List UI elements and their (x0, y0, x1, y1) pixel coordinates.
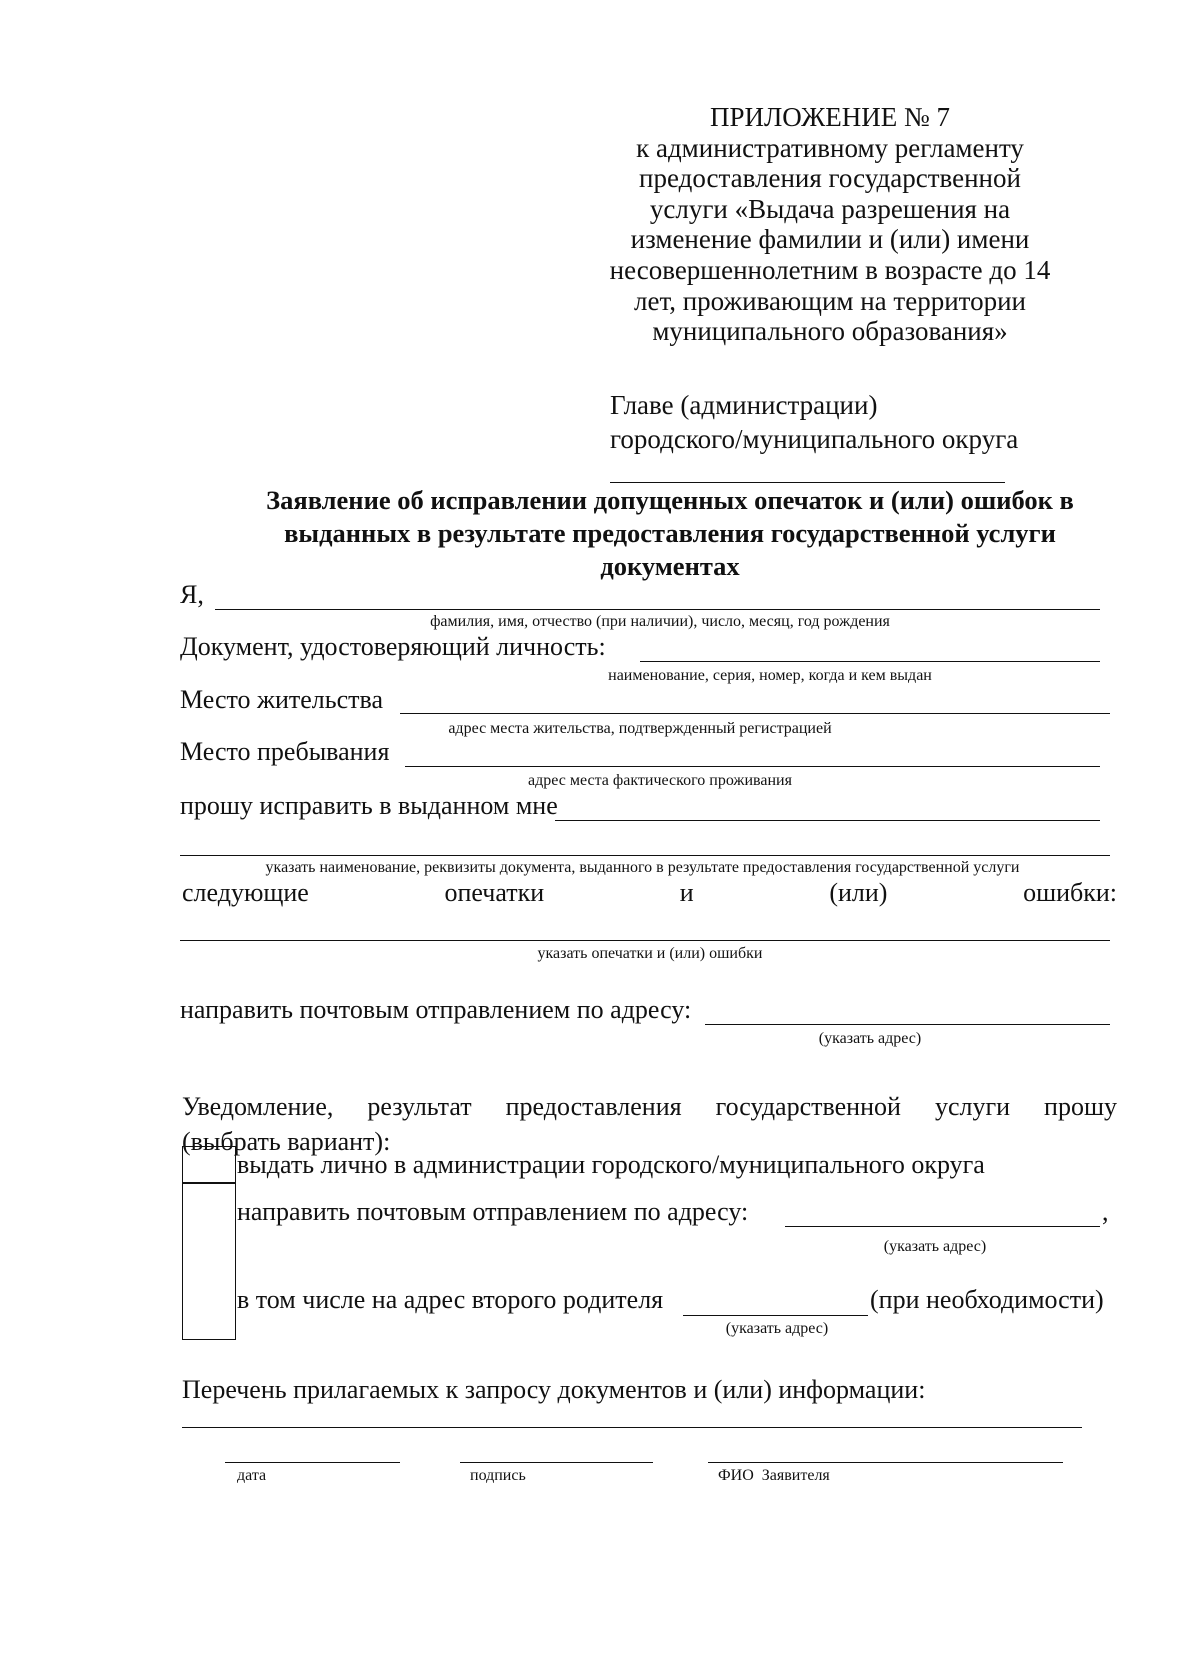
correct-in-label: прошу исправить в выданном мне (180, 791, 558, 820)
appendix-line: предоставления государственной (639, 163, 1021, 194)
title-line-2: выданных в результате предоставления государственной услуги (284, 518, 1056, 548)
title-line-1: Заявление об исправлении допущенных опечаток и (или) ошибок в (266, 485, 1074, 515)
errors-word: и (679, 878, 694, 907)
applicant-label: Я, (180, 580, 204, 609)
notification-word: Уведомление, (182, 1092, 334, 1121)
signature-blank-line[interactable] (460, 1462, 653, 1463)
notification-intro-line-2: (выбрать вариант): (182, 1127, 391, 1156)
errors-word: следующие (182, 878, 309, 907)
applicant-blank-line[interactable] (215, 609, 1100, 610)
option-mail-checkbox[interactable] (182, 1182, 236, 1340)
addressee-blank-line[interactable] (610, 482, 1005, 483)
mail-to-hint: (указать адрес) (818, 1030, 922, 1047)
option-second-parent-blank-line[interactable] (683, 1315, 868, 1316)
residence-label: Место жительства (180, 685, 384, 714)
mail-to-label: направить почтовым отправлением по адресу: (180, 995, 692, 1024)
appendix-line: лет, проживающим на территории (634, 285, 1026, 316)
option-second-parent-suffix: (при необходимости) (870, 1285, 1104, 1314)
appendix-line: к административному регламенту (636, 132, 1024, 163)
errors-row (182, 878, 1117, 908)
id-document-label: Документ, удостоверяющий личность: (180, 632, 606, 661)
appendix-line: услуги «Выдача разрешения на (649, 193, 1011, 224)
residence-blank-line[interactable] (400, 713, 1110, 714)
option-mail-label: направить почтовым отправлением по адресу: (237, 1197, 749, 1226)
option-mail-hint: (указать адрес) (883, 1238, 987, 1255)
errors-word: ошибки: (1023, 878, 1117, 907)
stay-hint: адрес места фактического проживания (528, 772, 792, 789)
notification-word: предоставления (505, 1092, 682, 1121)
id-document-hint: наименование, серия, номер, когда и кем выдан (608, 667, 932, 684)
appendix-line: несовершеннолетним в возрасте до 14 (609, 254, 1051, 285)
stay-label: Место пребывания (180, 737, 390, 766)
attachments-label: Перечень прилагаемых к запросу документов и (или) информации: (182, 1375, 926, 1404)
correct-in-blank-line-2[interactable] (180, 855, 1110, 856)
appendix-heading: ПРИЛОЖЕНИЕ № 7 (709, 102, 951, 132)
title-line-3: документах (600, 551, 740, 581)
option-mail-blank-line[interactable] (785, 1226, 1100, 1227)
appendix-line: изменение фамилии и (или) имени (630, 224, 1030, 255)
full-name-caption: ФИО Заявителя (718, 1467, 830, 1484)
notification-word: услуги (934, 1092, 1011, 1121)
full-name-blank-line[interactable] (708, 1462, 1063, 1463)
date-caption: дата (237, 1467, 267, 1484)
errors-word: опечатки (444, 878, 545, 907)
correct-in-hint: указать наименование, реквизиты документа, выданного в результате предоставления государственной услуги (265, 859, 1020, 876)
notification-intro (182, 1092, 1117, 1122)
errors-blank-line[interactable] (180, 940, 1110, 941)
option-mail-comma: , (1102, 1197, 1109, 1226)
signature-caption: подпись (470, 1467, 526, 1484)
mail-to-blank-line[interactable] (705, 1024, 1110, 1025)
notification-word: прошу (1044, 1092, 1117, 1121)
addressee-line-1: Главе (администрации) (610, 390, 878, 420)
errors-word: (или) (829, 878, 888, 907)
correct-in-blank-line[interactable] (555, 820, 1100, 821)
date-blank-line[interactable] (225, 1462, 400, 1463)
residence-hint: адрес места жительства, подтвержденный регистрацией (448, 720, 832, 737)
errors-hint: указать опечатки и (или) ошибки (537, 945, 763, 962)
option-personal-checkbox[interactable] (182, 1146, 236, 1184)
option-second-parent-label: в том числе на адрес второго родителя (237, 1285, 664, 1314)
notification-word: государственной (715, 1092, 901, 1121)
option-personal-label: выдать лично в администрации городского/муниципального округа (237, 1150, 985, 1179)
document-title (230, 484, 1110, 583)
attachments-blank-line[interactable] (182, 1427, 1082, 1428)
addressee-line-2: городского/муниципального округа (610, 424, 1019, 454)
notification-word: результат (367, 1092, 472, 1121)
option-second-parent-hint: (указать адрес) (725, 1320, 829, 1337)
stay-blank-line[interactable] (405, 766, 1100, 767)
applicant-hint: фамилия, имя, отчество (при наличии), число, месяц, год рождения (430, 613, 890, 630)
id-document-blank-line[interactable] (640, 661, 1100, 662)
appendix-header (600, 102, 1060, 347)
appendix-line: муниципального образования» (652, 316, 1008, 347)
